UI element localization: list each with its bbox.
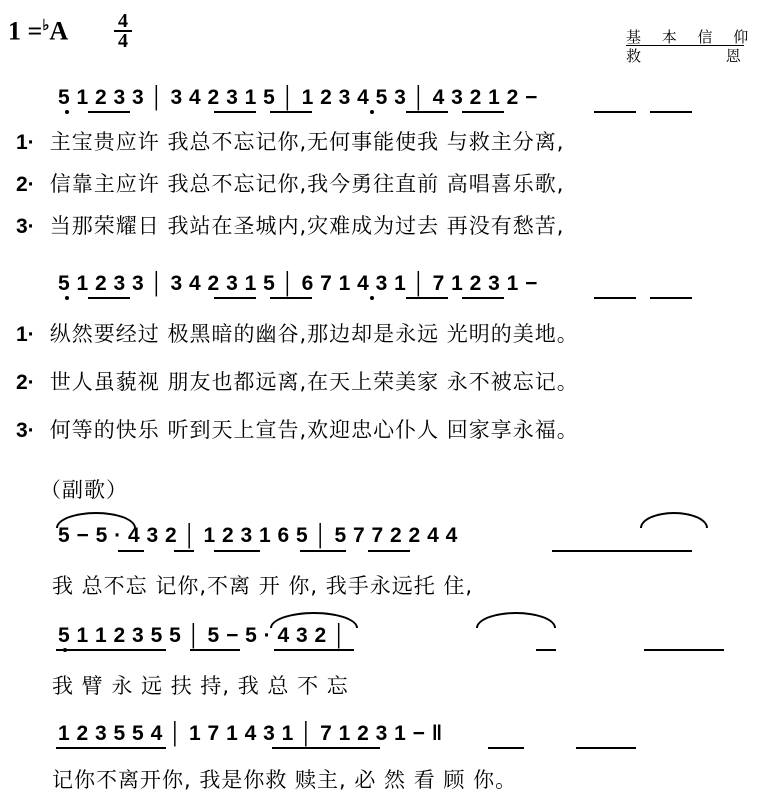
key-signature [8, 16, 68, 47]
low-octave-dot [65, 110, 69, 114]
time-signature [112, 12, 134, 50]
slur-arc [640, 512, 708, 528]
time-top: 4 [118, 10, 128, 32]
verse-number: 2· [16, 173, 35, 196]
verse-lyrics: 主宝贵应许 我总不忘记你,无何事能使我 与救主分离, [49, 130, 565, 154]
underline [576, 747, 636, 749]
underline [488, 747, 524, 749]
underline [214, 111, 256, 113]
underline [594, 111, 636, 113]
verse-lyrics: 纵然要经过 极黑暗的幽谷,那边却是永远 光明的美地。 [49, 322, 579, 346]
chorus-notes-2: 5 1 1 2 3 5 5 │ 5 − 5 · 4 3 2 │ [58, 624, 347, 647]
verse-number: 3· [16, 215, 35, 238]
underline [88, 297, 130, 299]
underline [552, 550, 692, 552]
verse-lyrics: 信靠主应许 我总不忘记你,我今勇往直前 高唱喜乐歌, [49, 172, 565, 196]
verse-3 [16, 210, 564, 240]
verse-1 [16, 126, 564, 156]
chorus-lyrics-1: 我 总不忘 记你,不离 开 你, 我手永远托 住, [52, 574, 474, 598]
subtitle-label: 救 恩 [626, 47, 781, 65]
underline [406, 297, 448, 299]
chorus-lyrics-3: 记你不离开你, 我是你救 赎主, 必 然 看 顾 你。 [52, 768, 518, 792]
flat-sign: ♭ [42, 18, 50, 34]
underline [368, 550, 410, 552]
chorus-label: （副歌） [40, 478, 128, 502]
underline [462, 111, 504, 113]
tie-arc [476, 612, 556, 628]
chorus-notes-3: 1 2 3 5 5 4 │ 1 7 1 4 3 1 │ 7 1 2 3 1 − ‖ [58, 722, 443, 745]
underline [214, 550, 260, 552]
key-label: 1 = [8, 16, 43, 46]
verse-number: 3· [16, 419, 35, 442]
underline [272, 747, 380, 749]
verse-2 [16, 366, 579, 396]
underline [644, 649, 724, 651]
low-octave-dot [370, 296, 374, 300]
verse-3 [16, 414, 579, 444]
underline [406, 111, 448, 113]
verse-lyrics: 何等的快乐 听到天上宣告,欢迎忠心仆人 回家享永福。 [49, 418, 579, 442]
underline [270, 111, 312, 113]
section2-notes: 5 1 2 3 3 │ 3 4 2 3 1 5 │ 6 7 1 4 3 1 │ 7 1 2 3 1 − [58, 272, 538, 295]
verse-lyrics: 世人虽藐视 朋友也都远离,在天上荣美家 永不被忘记。 [49, 370, 579, 394]
underline [88, 111, 130, 113]
underline [174, 550, 194, 552]
underline [274, 649, 354, 651]
low-octave-dot [370, 110, 374, 114]
underline [190, 649, 240, 651]
verse-number: 1· [16, 323, 35, 346]
tie-arc [56, 512, 136, 528]
chorus-lyrics-2: 我 臂 永 远 扶 持, 我 总 不 忘 [52, 674, 349, 698]
underline [594, 297, 636, 299]
category-label: 基 本 信 仰 [626, 28, 757, 46]
slur-arc [270, 612, 358, 628]
verse-number: 1· [16, 131, 35, 154]
verse-lyrics: 当那荣耀日 我站在圣城内,灾难成为过去 再没有愁苦, [49, 214, 565, 238]
low-octave-dot [65, 296, 69, 300]
chorus-notes-1: 5 − 5 · 4 3 2 │ 1 2 3 1 6 5 │ 5 7 7 2 2 4 4 [58, 524, 458, 547]
underline [300, 550, 346, 552]
underline [56, 747, 166, 749]
time-bottom: 4 [118, 30, 128, 52]
underline [536, 649, 556, 651]
underline [462, 297, 504, 299]
section1-notes: 5 1 2 3 3 │ 3 4 2 3 1 5 │ 1 2 3 4 5 3 │ 4 3 2 1 2 − [58, 86, 538, 109]
underline [118, 550, 144, 552]
underline [56, 649, 166, 651]
key-letter: A [49, 16, 69, 46]
underline [214, 297, 256, 299]
verse-2 [16, 168, 564, 198]
underline [650, 111, 692, 113]
underline [650, 297, 692, 299]
verse-number: 2· [16, 371, 35, 394]
underline [270, 297, 312, 299]
verse-1 [16, 318, 579, 348]
